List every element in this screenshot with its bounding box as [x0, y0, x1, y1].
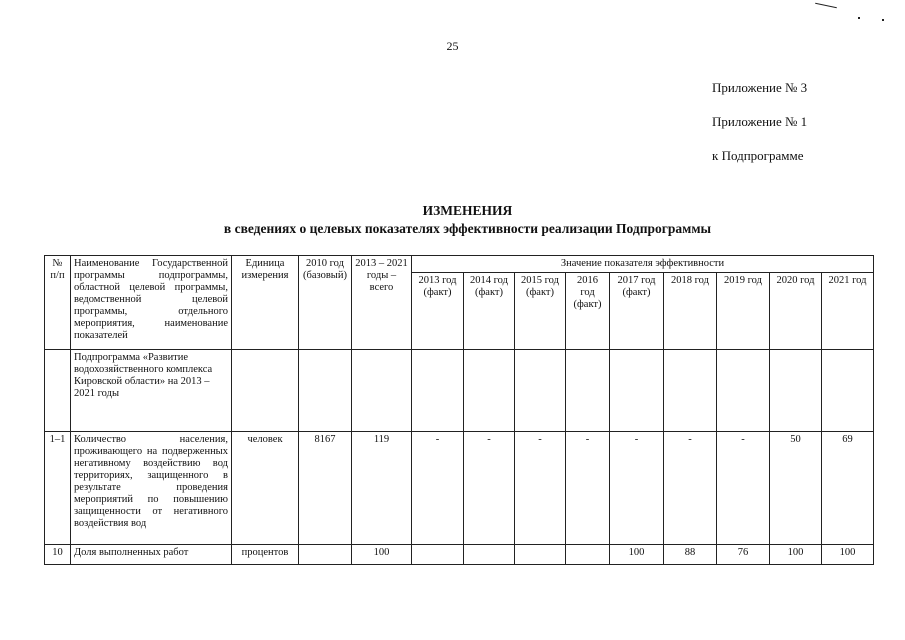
indicator-value: 100 [822, 545, 874, 565]
indicator-value: 88 [664, 545, 717, 565]
indicator-value [412, 545, 464, 565]
indicator-base: 8167 [299, 432, 352, 545]
table-cell [464, 350, 515, 432]
indicator-value [566, 545, 610, 565]
table-cell [664, 350, 717, 432]
row-num: 1–1 [45, 432, 71, 545]
indicator-value: - [515, 432, 566, 545]
table-cell [566, 350, 610, 432]
header-values-group: Значение показателя эффективности [412, 256, 874, 273]
table-cell [352, 350, 412, 432]
indicator-value [515, 545, 566, 565]
table-cell [232, 350, 299, 432]
appendix-line-1: Приложение № 3 [712, 80, 808, 95]
table-cell [515, 350, 566, 432]
indicator-name: Доля выполненных работ [71, 545, 232, 565]
header-unit: Единица измерения [232, 256, 299, 350]
scan-mark [858, 17, 860, 19]
indicator-name: Количество населения, проживающего на подверженных негативному воздействию вод территориях, защищенного в результате проведения мероприятий по повышению защищенности от негативного воздействия вод [71, 432, 232, 545]
table-cell [610, 350, 664, 432]
header-name: Наименование Государственной программы подпрограммы, областной целевой программы, ведомственной целевой программы, отдельного мероприятия, наименование показателей [71, 256, 232, 350]
header-base: 2010 год (базовый) [299, 256, 352, 350]
table-cell [45, 350, 71, 432]
header-num: № п/п [45, 256, 71, 350]
appendix-line-2: Приложение № 1 [712, 114, 808, 129]
table-cell [299, 350, 352, 432]
indicator-value: - [664, 432, 717, 545]
table-cell [822, 350, 874, 432]
header-year: 2021 год [822, 273, 874, 350]
header-year: 2019 год [717, 273, 770, 350]
table-cell [412, 350, 464, 432]
scan-mark [815, 3, 837, 9]
indicator-total: 119 [352, 432, 412, 545]
indicator-value: 76 [717, 545, 770, 565]
indicator-value: - [610, 432, 664, 545]
header-year: 2014 год (факт) [464, 273, 515, 350]
indicators-table [44, 255, 874, 565]
indicator-value: - [717, 432, 770, 545]
header-total: 2013 – 2021 годы – всего [352, 256, 412, 350]
table-cell [717, 350, 770, 432]
scan-mark [882, 19, 884, 21]
header-year: 2015 год (факт) [515, 273, 566, 350]
indicator-value: - [412, 432, 464, 545]
document-title: ИЗМЕНЕНИЯ [422, 203, 513, 218]
table-row [45, 350, 874, 432]
indicator-value: - [464, 432, 515, 545]
header-year: 2013 год (факт) [412, 273, 464, 350]
indicator-unit: процентов [232, 545, 299, 565]
indicator-value: 69 [822, 432, 874, 545]
header-year: 2018 год [664, 273, 717, 350]
indicator-total: 100 [352, 545, 412, 565]
table-cell [770, 350, 822, 432]
document-subtitle: в сведениях о целевых показателях эффективности реализации Подпрограммы [223, 221, 712, 236]
subprogram-name: Подпрограмма «Развитие водохозяйственного комплекса Кировской области» на 2013 – 2021 годы [71, 350, 232, 432]
indicator-base [299, 545, 352, 565]
header-year: 2017 год (факт) [610, 273, 664, 350]
indicator-value: - [566, 432, 610, 545]
header-year: 2016 год (факт) [566, 273, 610, 350]
indicator-value: 100 [610, 545, 664, 565]
indicator-value [464, 545, 515, 565]
header-year: 2020 год [770, 273, 822, 350]
row-num: 10 [45, 545, 71, 565]
page-number: 25 [446, 39, 459, 53]
indicator-unit: человек [232, 432, 299, 545]
table-row [45, 545, 874, 565]
indicator-value: 100 [770, 545, 822, 565]
indicator-value: 50 [770, 432, 822, 545]
table-row [45, 432, 874, 545]
appendix-line-3: к Подпрограмме [712, 148, 804, 163]
